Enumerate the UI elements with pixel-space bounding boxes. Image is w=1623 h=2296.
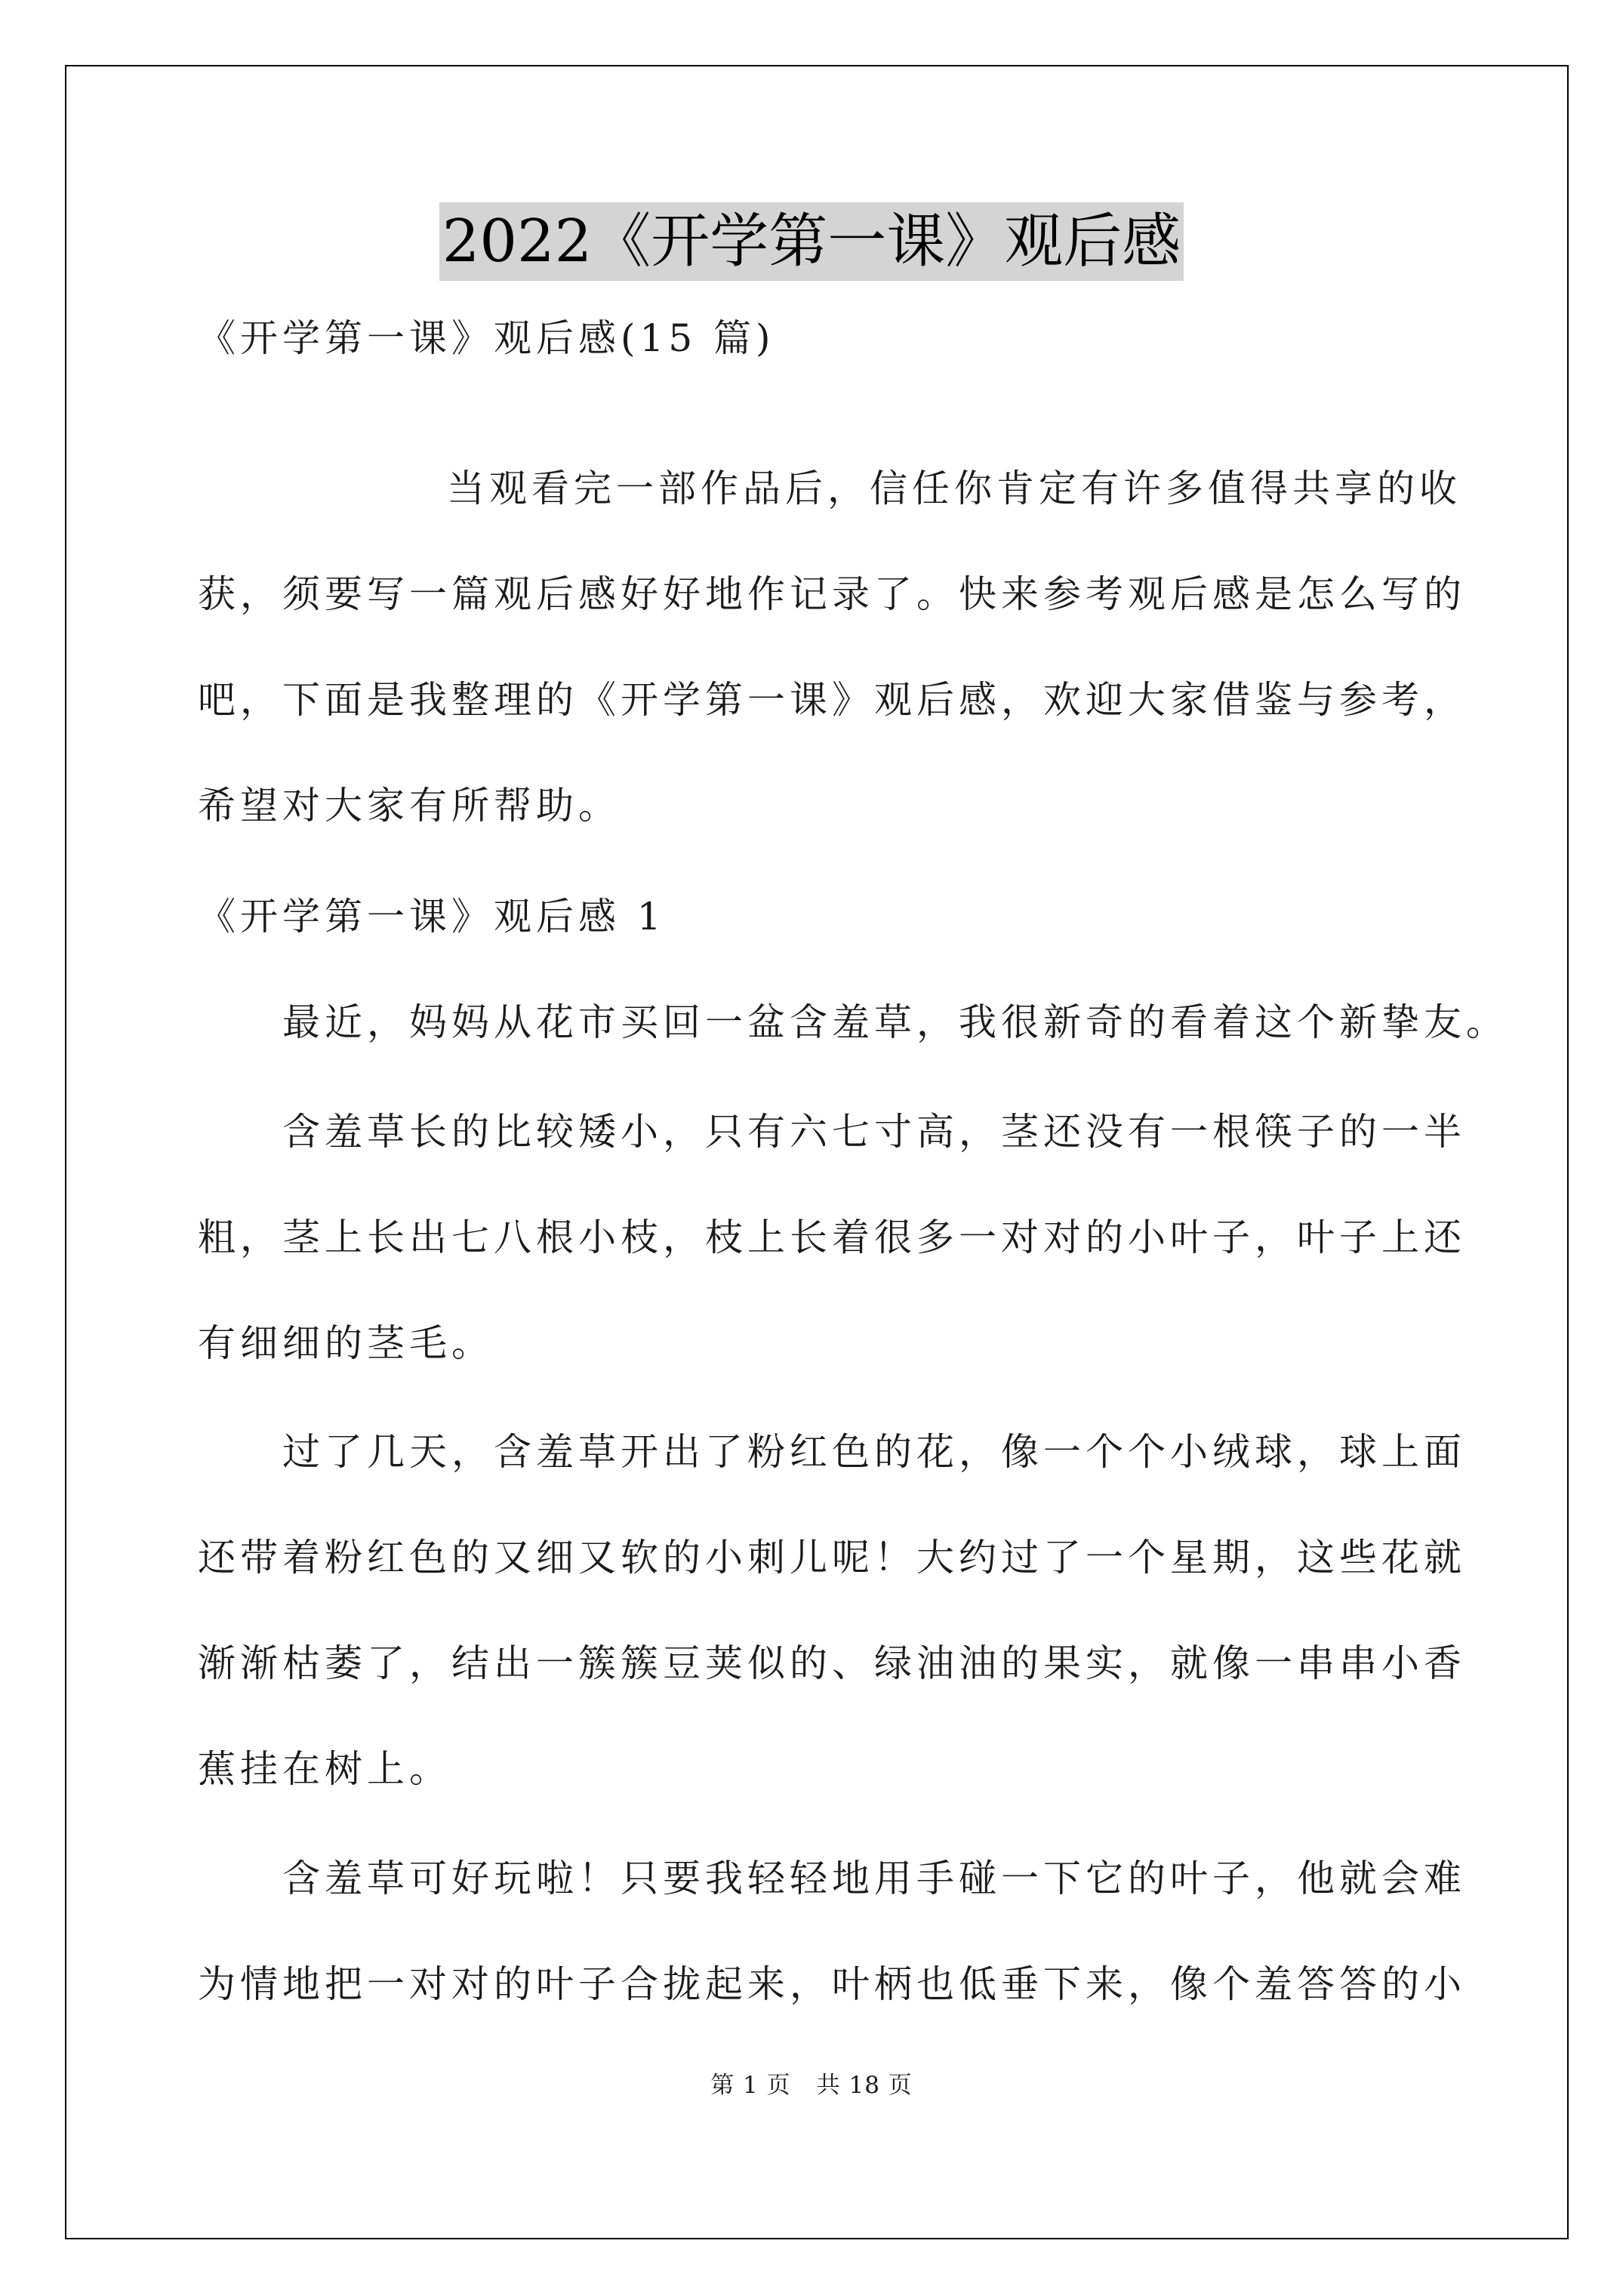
document-title: 2022《开学第一课》观后感 [439, 202, 1184, 281]
paragraph-line: 有细细的茎毛。 [198, 1321, 494, 1365]
paragraph-line: 还带着粉红色的又细又软的小刺儿呢！大约过了一个星期，这些花就 [198, 1536, 1466, 1579]
page-footer [0, 2070, 1623, 2100]
paragraph-line: 为情地把一对对的叶子合拢起来，叶柄也低垂下来，像个羞答答的小 [198, 1962, 1466, 2006]
document-subtitle: 《开学第一课》观后感(15 篇) [198, 316, 775, 360]
paragraph-line: 含羞草可好玩啦！只要我轻轻地用手碰一下它的叶子，他就会难 [282, 1857, 1466, 1900]
page-total: 共 18 页 [816, 2072, 913, 2099]
paragraph-line: 粗，茎上长出七八根小枝，枝上长着很多一对对的小叶子，叶子上还 [198, 1216, 1466, 1259]
intro-line: 当观看完一部作品后，信任你肯定有许多值得共享的收 [447, 467, 1461, 510]
intro-line: 希望对大家有所帮助。 [198, 784, 621, 827]
paragraph-line: 最近，妈妈从花市买回一盆含羞草，我很新奇的看着这个新挚友。 [282, 1000, 1508, 1044]
intro-line: 获，须要写一篇观后感好好地作记录了。快来参考观后感是怎么写的 [198, 572, 1466, 616]
paragraph-line: 含羞草长的比较矮小，只有六七寸高，茎还没有一根筷子的一半 [282, 1110, 1466, 1154]
paragraph-line: 过了几天，含羞草开出了粉红色的花，像一个个小绒球，球上面 [282, 1430, 1466, 1474]
page-number: 第 1 页 [710, 2072, 791, 2099]
intro-line: 吧，下面是我整理的《开学第一课》观后感，欢迎大家借鉴与参考， [198, 678, 1466, 722]
paragraph-line: 蕉挂在树上。 [198, 1747, 451, 1791]
paragraph-line: 渐渐枯萎了，结出一簇簇豆荚似的、绿油油的果实，就像一串串小香 [198, 1641, 1466, 1685]
section-heading: 《开学第一课》观后感 1 [198, 895, 666, 938]
title-container [0, 202, 1623, 281]
